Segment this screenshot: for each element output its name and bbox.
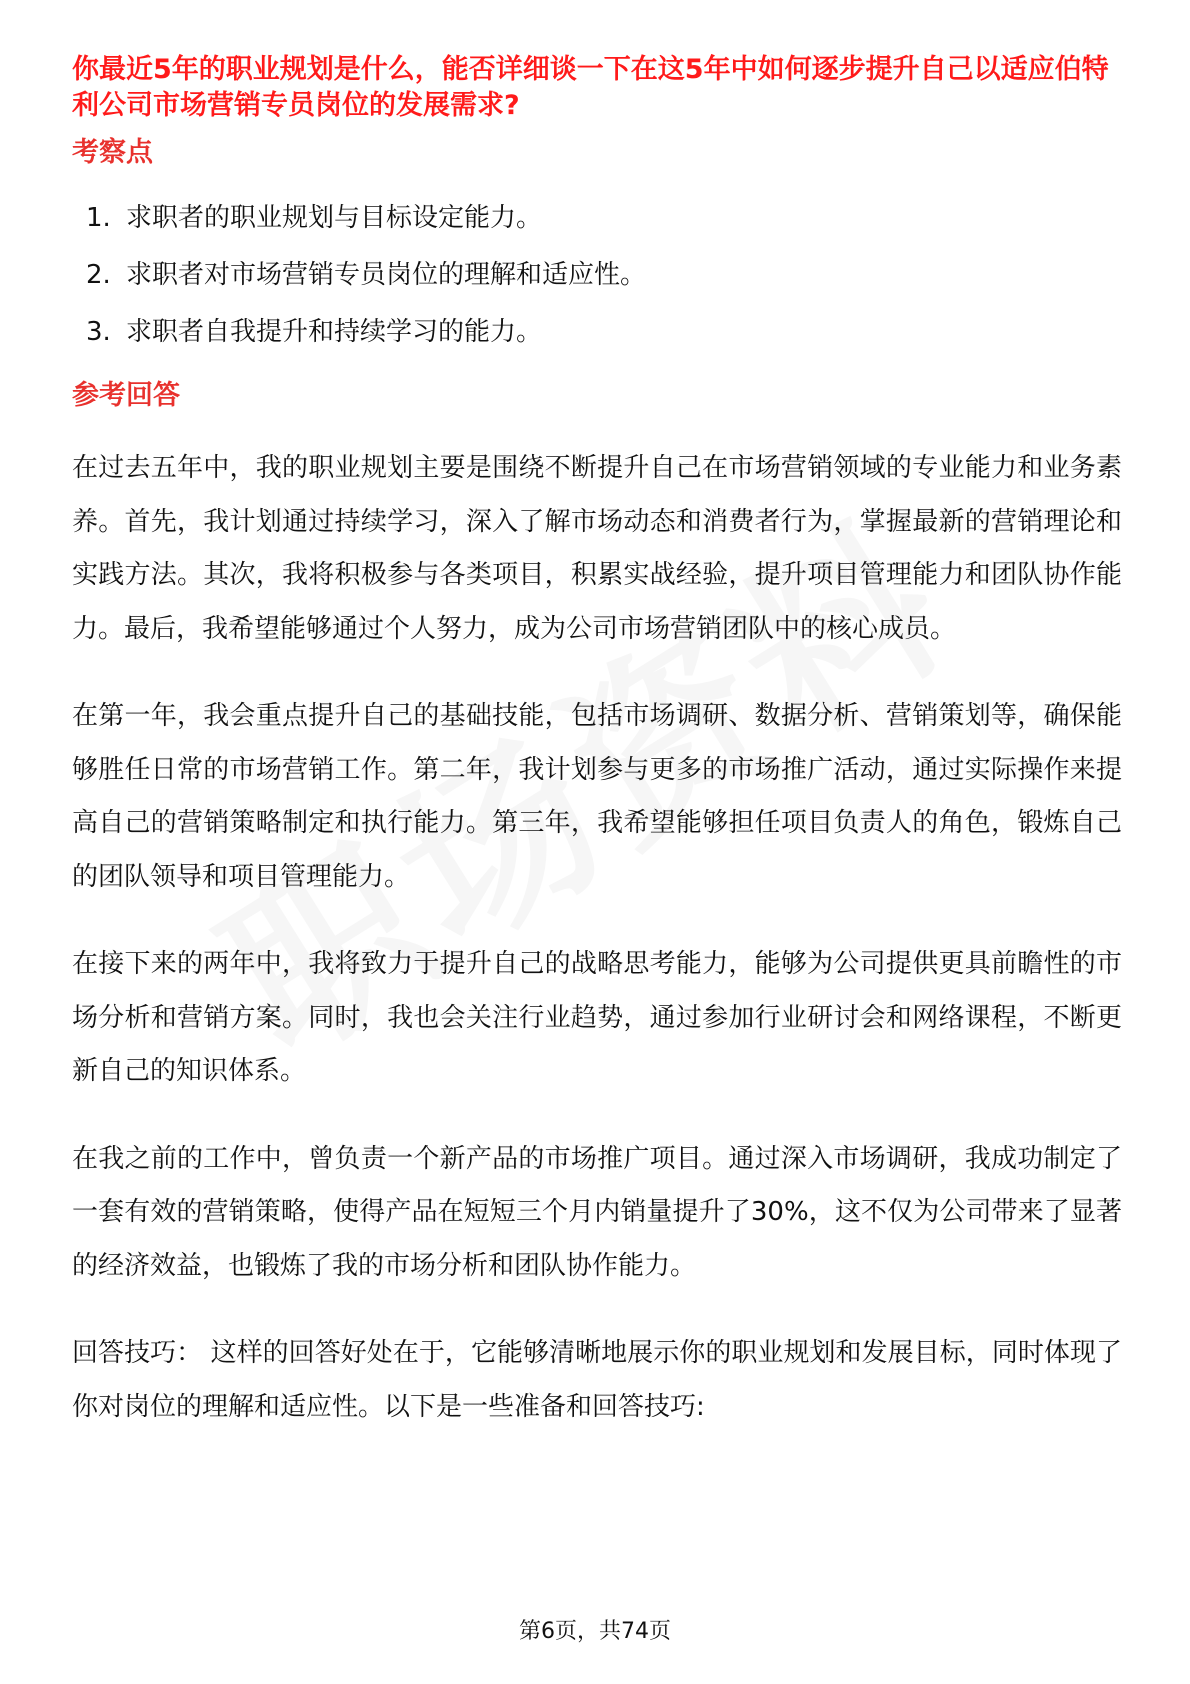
answer-tips-paragraph: 回答技巧： 这样的回答好处在于，它能够清晰地展示你的职业规划和发展目标，同时体现了你对岗位的理解和适应性。以下是一些准备和回答技巧:	[72, 1338, 1122, 1422]
answer-paragraph: 在我之前的工作中，曾负责一个新产品的市场推广项目。通过深入市场调研，我成功制定了一套有效的营销策略，使得产品在短短三个月内销量提升了30%，这不仅为公司带来了显著的经济效益，也锻炼了我的市场分析和团队协作能力。	[72, 1143, 1122, 1281]
list-item-text: 求职者对市场营销专员岗位的理解和适应性。	[126, 260, 647, 290]
answer-heading: 参考回答	[72, 380, 180, 411]
key-points-list	[72, 200, 1122, 350]
list-item-text: 求职者的职业规划与目标设定能力。	[126, 203, 543, 233]
list-item-number: 1.	[86, 203, 111, 233]
list-item-number: 3.	[86, 317, 111, 347]
list-item-text: 求职者自我提升和持续学习的能力。	[126, 317, 543, 347]
document-page	[72, 52, 1122, 1434]
list-item-number: 2.	[86, 260, 111, 290]
answer-paragraph: 在接下来的两年中，我将致力于提升自己的战略思考能力，能够为公司提供更具前瞻性的市场分析和营销方案。同时，我也会关注行业趋势，通过参加行业研讨会和网络课程，不断更新自己的知识体系。	[72, 949, 1122, 1086]
list-item	[72, 314, 1122, 350]
list-item	[72, 200, 1122, 236]
answer-paragraph: 在过去五年中，我的职业规划主要是围绕不断提升自己在市场营销领域的专业能力和业务素养。首先，我计划通过持续学习，深入了解市场动态和消费者行为，掌握最新的营销理论和实践方法。其次，我将积极参与各类项目，积累实战经验，提升项目管理能力和团队协作能力。最后，我希望能够通过个人努力，成为公司市场营销团队中的核心成员。	[72, 453, 1122, 644]
page-number-footer: 第6页，共74页	[519, 1619, 671, 1644]
list-item	[72, 257, 1122, 293]
answer-paragraph: 在第一年，我会重点提升自己的基础技能，包括市场调研、数据分析、营销策划等，确保能够胜任日常的市场营销工作。第二年，我计划参与更多的市场推广活动，通过实际操作来提高自己的营销策略制定和执行能力。第三年，我希望能够担任项目负责人的角色，锻炼自己的团队领导和项目管理能力。	[72, 701, 1122, 892]
key-points-heading: 考察点	[72, 137, 153, 168]
interview-question: 你最近5年的职业规划是什么，能否详细谈一下在这5年中如何逐步提升自己以适应伯特利公司市场营销专员岗位的发展需求?	[72, 54, 1109, 121]
